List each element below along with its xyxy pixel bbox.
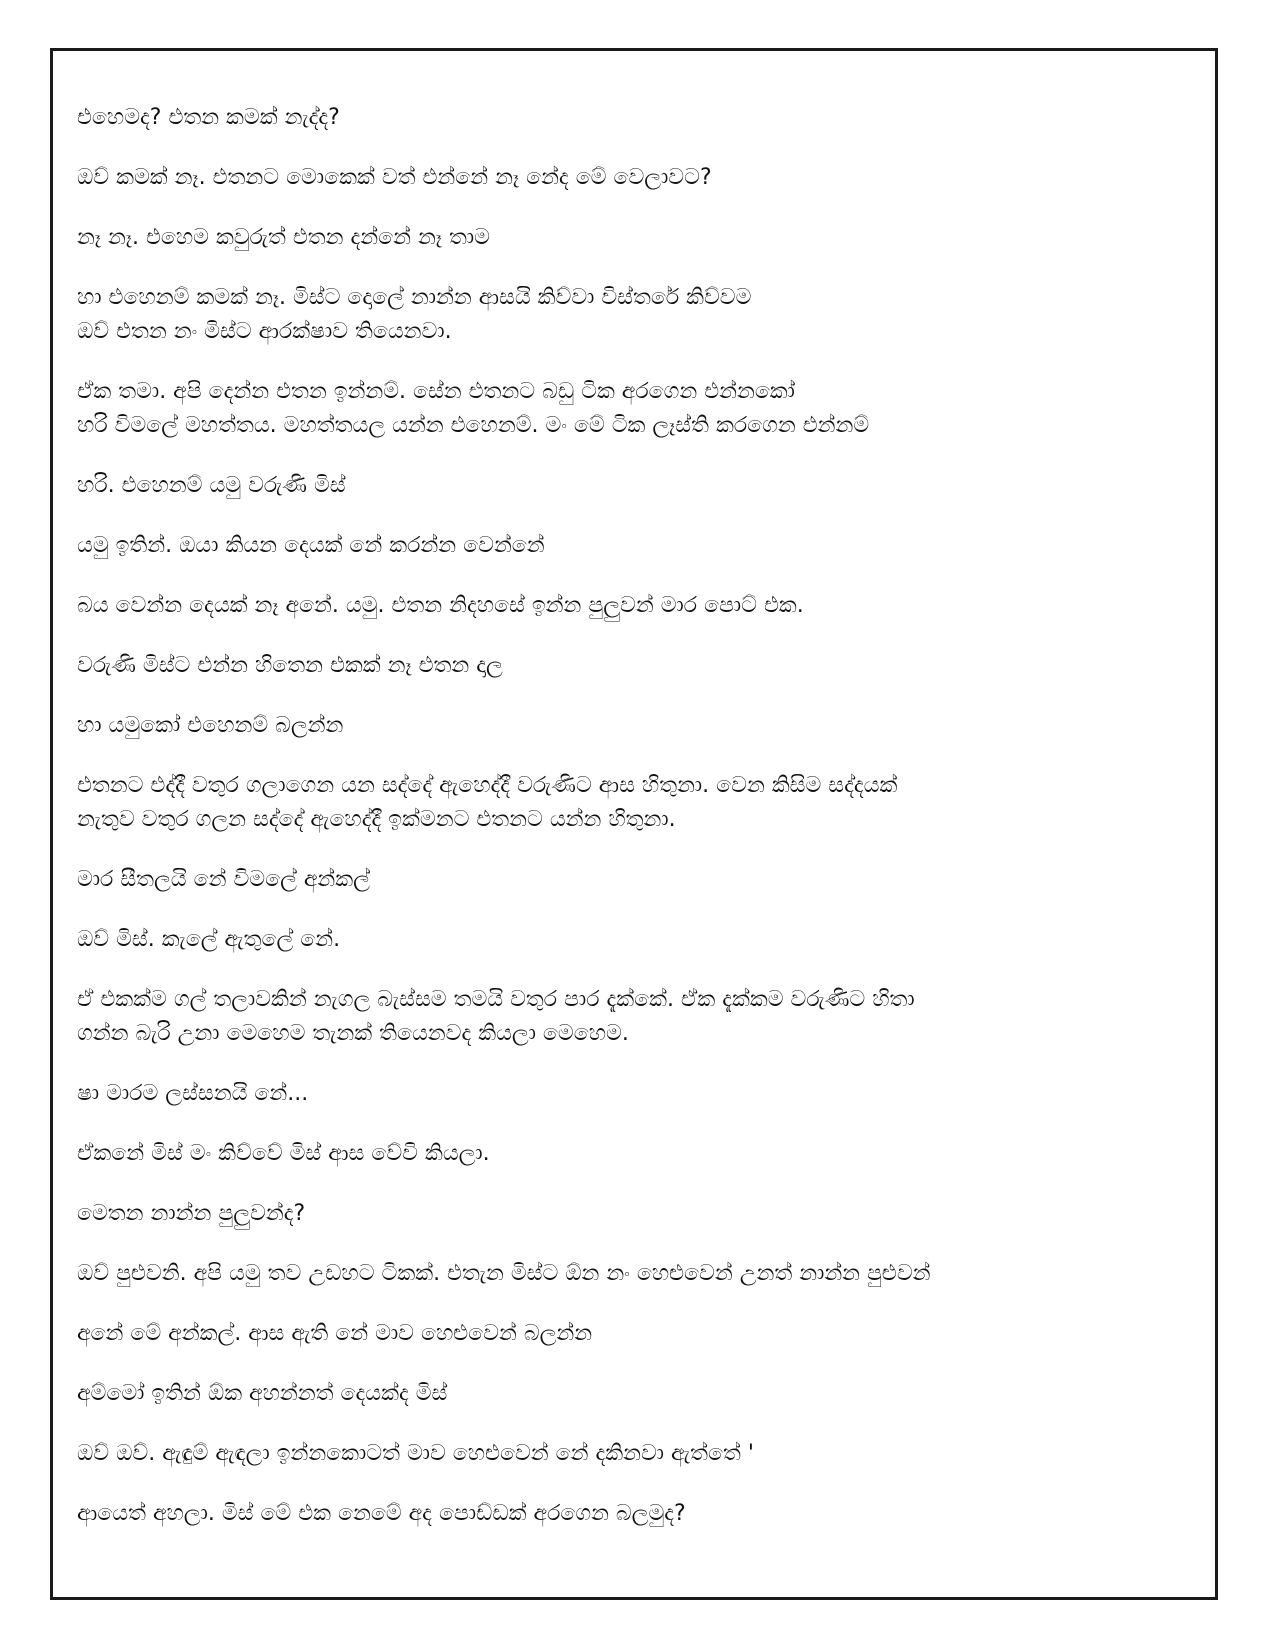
paragraph: හා යමුකෝ එහෙනම් බලන්න	[77, 713, 344, 738]
paragraph: අනේ මේ අන්කල්. ආස ඇති නේ මාව හෙළුවෙන් බලන්න	[77, 1321, 593, 1346]
paragraph: ඔව් පුළුවනි. අපි යමු තව උඩහට ටිකක්. එතැන මිස්ට ඕන නං හෙළුවෙන් උනත් නාන්න පුළුවන්	[77, 1261, 931, 1286]
paragraph: ඒක තමා. අපි දෙන්න එතන ඉන්නම්. සේන එතනට බඩු ටික අරගෙන එන්නකෝ හරි විමලේ මහත්තය. මහත්තයල යන්න එහෙනම්. මං මේ ටික ලෑස්ති කරගෙන එන්නම්	[77, 379, 870, 438]
paragraph: හා එහෙනම් කමක් නෑ. මිස්ට දොලේ නාන්න ආසයි කිව්වා විස්තරේ කිව්වම ඔව් එතන නං මිස්ට ආරක්ෂාව තියෙනවා.	[77, 285, 752, 344]
paragraph: ආයෙත් අහලා. මිස් මේ එක නෙමේ අද පොඩ්ඩක් අරගෙන බලමුද?	[77, 1501, 686, 1526]
paragraph: අම්මෝ ඉතින් ඕක අහන්නත් දෙයක්ද මිස්	[77, 1381, 448, 1406]
page-frame	[50, 48, 1218, 1600]
paragraph: බය වෙන්න දෙයක් නෑ අනේ. යමු. එතන නිදහසේ ඉන්න පුලුවන් මාර පොට් එක.	[77, 593, 804, 618]
paragraph: මාර සීතලයි නේ විමලේ අන්කල්	[77, 867, 370, 892]
paragraph: මෙතන නාන්න පුලුවන්ද?	[77, 1201, 306, 1226]
paragraph: හරි. එහෙනම් යමු වරුණි මිස්	[77, 473, 346, 498]
paragraph: ඔව් මිස්. කැලේ ඇතුලේ නේ.	[77, 927, 341, 952]
paragraph: ඒ එකක්ම ගල් තලාවකින් නැගල බැස්සම තමයි වතුර පාර දැක්කේ. ඒක දැක්කම වරුණිට හිතා ගන්න බැරි උනා මෙහෙම තැනක් තියෙනවද කියලා මෙහෙම.	[77, 987, 915, 1046]
paragraph: එහෙමද? එතන කමක් නැද්ද?	[77, 105, 340, 130]
paragraph: ඒකනේ මිස් මං කිව්වේ මිස් ආස වේවි කියලා.	[77, 1141, 490, 1166]
paragraph: නෑ නෑ. එහෙම කවුරුත් එතන දන්නේ නෑ තාම	[77, 225, 490, 250]
document-body	[77, 101, 1191, 1557]
paragraph: ෂා මාරම ලස්සනයි නේ...	[77, 1081, 309, 1106]
paragraph: ඔව් කමක් නෑ. එතනට මොකෙක් වත් එන්නේ නෑ නේද මේ වෙලාවට?	[77, 165, 712, 190]
paragraph: එතනට එද්දී වතුර ගලාගෙන යන සද්දේ ඇහෙද්දී වරුණිට ආස හිතුනා. වෙන කිසිම සද්දයක් නැතුව වතුර ගලන සද්දේ ඇහෙද්දී ඉක්මනට එතනට යන්න හිතුනා.	[77, 773, 898, 832]
paragraph: වරුණි මිස්ට එන්න හිතෙන එකක් නෑ එතන දාල	[77, 653, 503, 678]
paragraph: යමු ඉතින්. ඔයා කියන දෙයක් නේ කරන්න වෙන්නේ	[77, 533, 545, 558]
paragraph: ඔව් ඔව්. ඇඳුම් ඇඳලා ඉන්නකොටත් මාව හෙළුවෙන් නේ දකිනවා ඇත්තේ '	[77, 1441, 754, 1466]
